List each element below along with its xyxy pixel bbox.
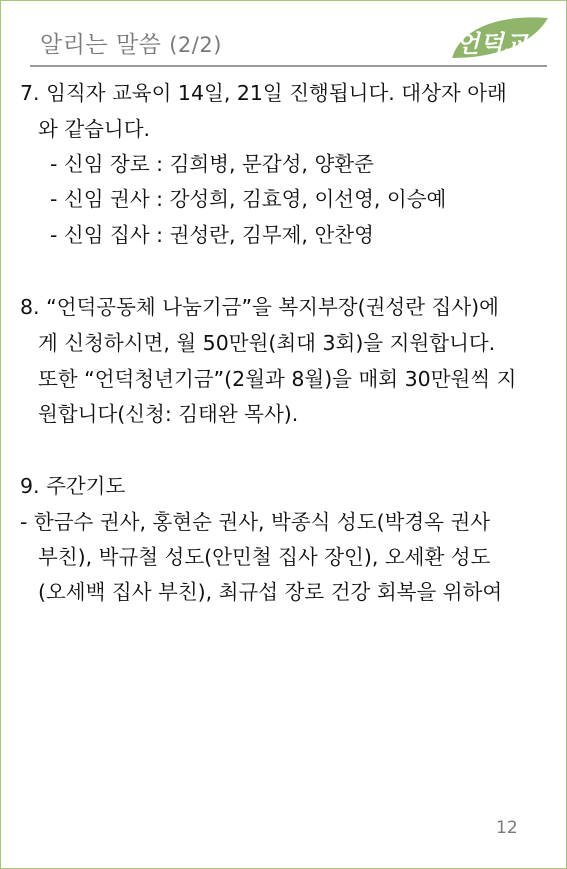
item7-elders: - 신임 장로 : 김희병, 문갑성, 양환준 bbox=[50, 152, 374, 176]
item9-line1: - 한금수 권사, 홍현순 권사, 박종식 성도(박경옥 권사 bbox=[20, 510, 491, 534]
logo-text: 언덕교회 bbox=[456, 29, 553, 58]
slide-header bbox=[0, 0, 567, 72]
item8-line2: 게 신청하시면, 월 50만원(최대 3회)을 지원합니다. bbox=[38, 331, 496, 355]
page-number: 12 bbox=[496, 818, 518, 838]
item7-exhorters: - 신임 권사 : 강성희, 김효영, 이선영, 이승예 bbox=[50, 187, 447, 211]
header-rule bbox=[30, 65, 547, 67]
item9-line2: 부친), 박규철 성도(안민철 집사 장인), 오세환 성도 bbox=[38, 545, 491, 569]
title-text: 알리는 말씀 bbox=[40, 32, 162, 58]
item9-heading: 9. 주간기도 bbox=[20, 474, 126, 498]
item7-line1: 7. 임직자 교육이 14일, 21일 진행됩니다. 대상자 아래 bbox=[20, 81, 507, 105]
item9-line3: (오세백 집사 부친), 최규섭 장로 건강 회복을 위하여 bbox=[38, 580, 503, 604]
item8-line3: 또한 “언덕청년기금”(2월과 8월)을 매회 30만원씩 지 bbox=[38, 367, 517, 391]
item7-deacons: - 신임 집사 : 권성란, 김무제, 안찬영 bbox=[50, 223, 374, 247]
item8-line4: 원합니다(신청: 김태완 목사). bbox=[38, 402, 299, 426]
page-indicator: (2/2) bbox=[169, 33, 222, 57]
item8-line1: 8. “언덕공동체 나눔기금”을 복지부장(권성란 집사)에 bbox=[20, 295, 499, 319]
page-title bbox=[40, 26, 222, 59]
item7-line2: 와 같습니다. bbox=[38, 117, 151, 141]
church-logo bbox=[448, 12, 553, 62]
